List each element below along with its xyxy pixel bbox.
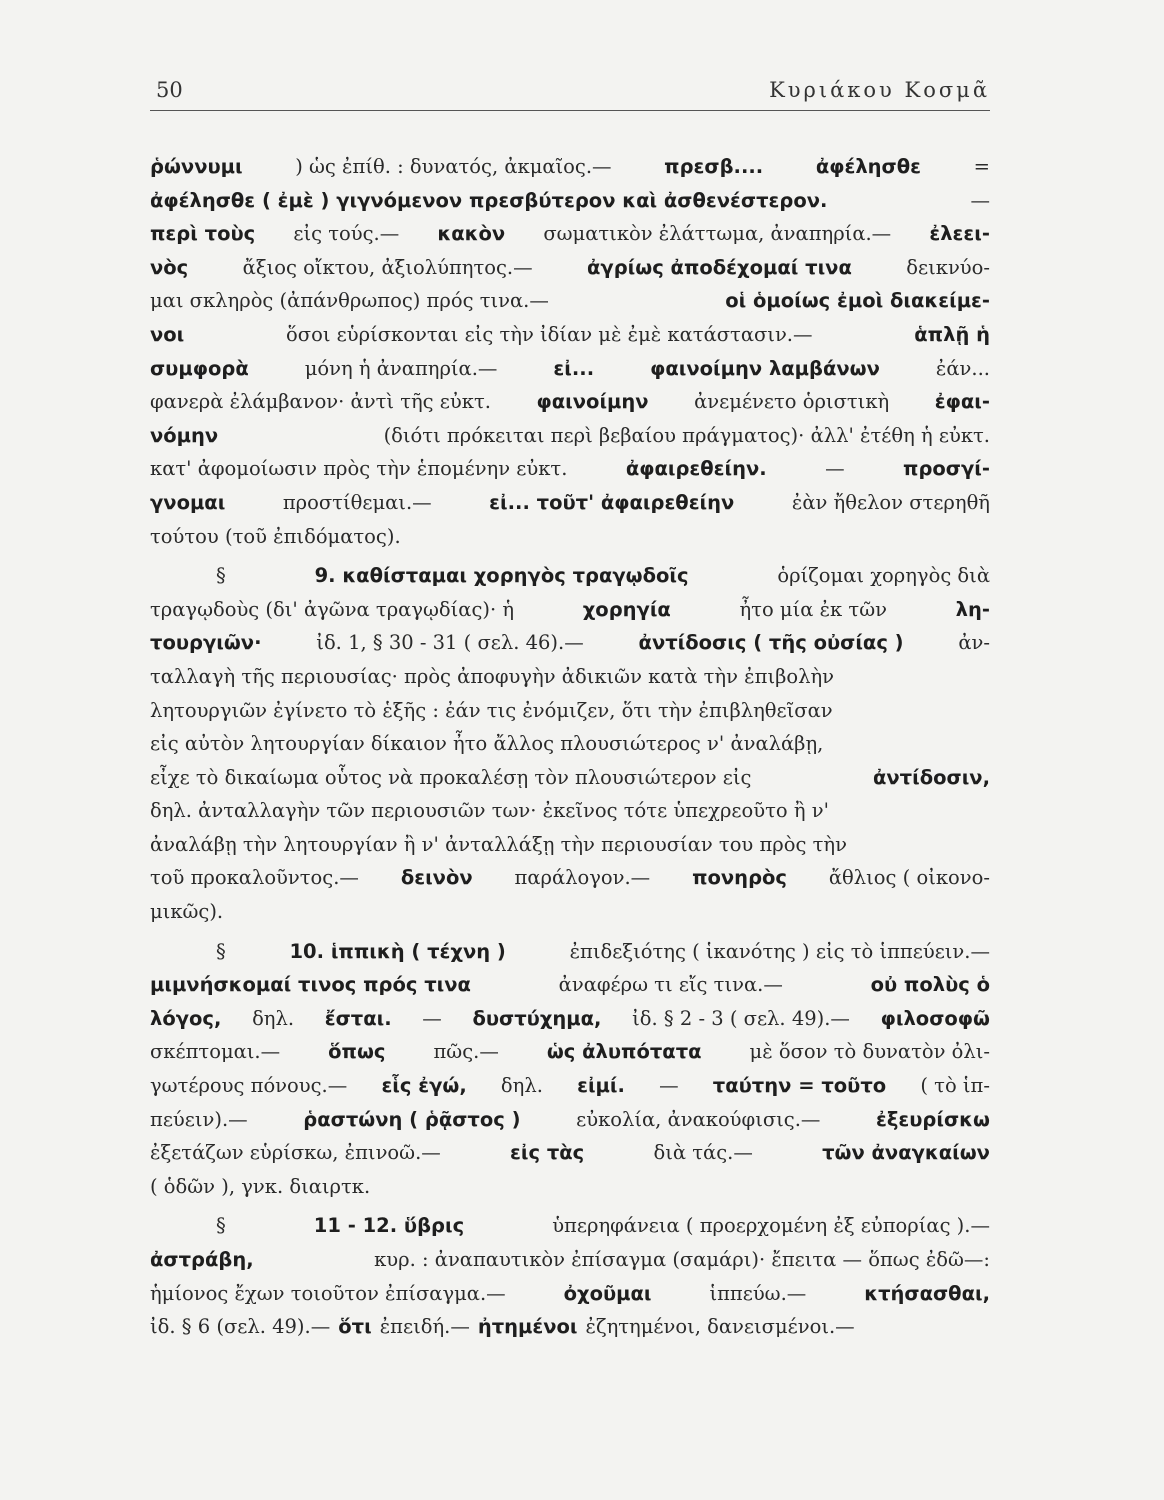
bold-lemma: δεινὸν (400, 866, 473, 890)
gloss-text: (διότι πρόκειται περὶ βεβαίου πράγματος)· ἀλλ' ἐτέθη ἡ εὐκτ. (383, 423, 990, 447)
gloss-text: § (216, 939, 226, 963)
gloss-text: ἡμίονος ἔχων τοιοῦτον ἐπίσαγμα.— (150, 1281, 506, 1305)
bold-lemma: ἔσται. (324, 1006, 392, 1030)
bold-lemma: πρεσβ.... (664, 155, 764, 178)
bold-lemma: κακὸν (437, 222, 506, 246)
text-line (150, 520, 990, 554)
text-line (150, 1277, 990, 1311)
bold-lemma: κτήσασθαι, (864, 1281, 990, 1305)
bold-lemma: φαινοίμην (536, 390, 649, 414)
gloss-text: δηλ. ἀνταλλαγὴν τῶν περιουσιῶν των· ἐκεῖνος τότε ὑπεχρεοῦτο ἢ ν' (150, 799, 829, 823)
gloss-text: τραγῳδοὺς (δι' ἀγῶνα τραγῳδίας)· ἡ (150, 597, 515, 621)
gloss-text: μὲ ὅσον τὸ δυνατὸν ὀλι- (749, 1040, 990, 1064)
bold-lemma: εἰμί. (577, 1074, 625, 1098)
gloss-text: ὑπερηφάνεια ( προερχομένη ἐξ εὐπορίας ).— (552, 1214, 990, 1238)
text-line (150, 318, 990, 352)
text-line (150, 1310, 990, 1344)
text-line (150, 761, 990, 795)
gloss-text: ἐὰν ἤθελον στερηθῆ (791, 490, 990, 514)
paragraph (150, 1209, 990, 1343)
text-line (150, 486, 990, 520)
bold-lemma: νόμην (150, 423, 219, 447)
text-line (150, 1035, 990, 1069)
bold-lemma: ὅπως (328, 1040, 386, 1064)
bold-lemma: ῥαστώνη ( ῥᾷστος ) (303, 1107, 521, 1131)
bold-lemma: φαινοίμην λαμβάνων (650, 356, 880, 380)
bold-lemma: ἐξευρίσκω (876, 1107, 990, 1131)
text-line (150, 559, 990, 593)
text-line (150, 626, 990, 660)
gloss-text: δεικνύο- (906, 255, 990, 279)
text-line (150, 1209, 990, 1243)
bold-lemma: συμφορὰ (150, 356, 249, 380)
gloss-text: ἱππεύω.— (709, 1281, 807, 1305)
gloss-text: § (216, 1214, 226, 1238)
text-line (150, 1136, 990, 1170)
gloss-text: — (970, 188, 990, 212)
bold-lemma: ἀγρίως ἀποδέχομαί τινα (587, 255, 852, 279)
bold-lemma: τῶν ἀναγκαίων (822, 1141, 990, 1165)
gloss-text: ἰδ. § 2 - 3 ( σελ. 49).— (632, 1006, 850, 1030)
bold-lemma: εἰ... (553, 356, 595, 380)
text-line (150, 1243, 990, 1277)
bold-lemma: πονηρὸς (692, 866, 787, 890)
gloss-text: δηλ. (500, 1074, 543, 1098)
gloss-text: ( ὁδῶν ), γνκ. διαιρτκ. (150, 1174, 371, 1198)
gloss-text: ὁρίζομαι χορηγὸς διὰ (777, 564, 990, 588)
gloss-text: φανερὰ ἐλάμβανον· ἀντὶ τῆς εὐκτ. (150, 390, 491, 414)
text-line (150, 935, 990, 969)
gloss-text: πῶς.— (433, 1040, 499, 1064)
gloss-text: ἄξιος οἴκτου, ἀξιολύπητος.— (242, 255, 533, 279)
gloss-text: ἐπιδεξιότης ( ἱκανότης ) εἰς τὸ ἱππεύειν.— (569, 939, 990, 963)
text-line (150, 828, 990, 862)
bold-lemma: προσγί- (903, 457, 990, 481)
bold-lemma: ἁπλῇ ἡ (914, 322, 990, 346)
running-title: Κυριάκου Κοσμᾶ (769, 78, 990, 102)
bold-lemma: 9. καθίσταμαι χορηγὸς τραγῳδοῖς (314, 564, 689, 588)
bold-lemma: 11 - 12. ὕβρις (313, 1214, 465, 1238)
bold-lemma: ἠτημένοι (477, 1315, 578, 1339)
gloss-text: ἰδ. 1, § 30 - 31 ( σελ. 46).— (316, 631, 584, 655)
gloss-text: — (825, 457, 845, 481)
gloss-text: ἦτο μία ἐκ τῶν (739, 597, 887, 621)
gloss-text: ὅσοι εὑρίσκονται εἰς τὴν ἰδίαν μὲ ἐμὲ κατάστασιν.— (286, 322, 813, 346)
gloss-text: σωματικὸν ἐλάττωμα, ἀναπηρία.— (543, 222, 892, 246)
text-line (150, 1170, 990, 1204)
text-line (150, 452, 990, 486)
gloss-text: γωτέρους πόνους.— (150, 1074, 348, 1098)
bold-lemma: ἀντίδοσιν, (873, 765, 990, 789)
text-line (150, 694, 990, 728)
gloss-text: διὰ τάς.— (653, 1141, 753, 1165)
gloss-text: ἀναφέρω τι εἴς τινα.— (558, 973, 783, 997)
gloss-text: εἰς τούς.— (293, 222, 400, 246)
bold-lemma: οἱ ὁμοίως ἐμοὶ διακείμε- (725, 289, 990, 313)
bold-lemma: οὐ πολὺς ὁ (870, 973, 990, 997)
gloss-text: εὐκολία, ἀνακούφισις.— (576, 1107, 821, 1131)
gloss-text: παράλογον.— (514, 866, 651, 890)
gloss-text: εἶχε τὸ δικαίωμα οὗτος νὰ προκαλέσῃ τὸν πλουσιώτερον εἰς (150, 765, 752, 789)
gloss-text: κυρ. : ἀναπαυτικὸν ἐπίσαγμα (σαμάρι)· ἔπειτα — ὅπως ἐδῶ—: (374, 1248, 990, 1271)
gloss-text: μικῶς). (150, 900, 224, 924)
gloss-text: ἄθλιος ( οἰκονο- (828, 866, 990, 890)
text-line (150, 1069, 990, 1103)
gloss-text: εἰς αὐτὸν λητουργίαν δίκαιον ἦτο ἄλλος πλουσιώτερος ν' ἀναλάβῃ, (150, 732, 824, 756)
text-line (150, 284, 990, 318)
gloss-text: προστίθεμαι.— (282, 490, 432, 514)
bold-lemma: ἀφέλησθε (815, 155, 921, 178)
text-line (150, 861, 990, 895)
gloss-text: ταλλαγὴ τῆς περιουσίας· πρὸς ἀποφυγὴν ἀδικιῶν κατὰ τὴν ἐπιβολὴν (150, 664, 835, 688)
bold-lemma: νὸς (150, 255, 189, 279)
bold-lemma: περὶ τοὺς (150, 222, 256, 246)
bold-lemma: ὅτι (338, 1315, 372, 1339)
bold-lemma: εἰ... τοῦτ' ἀφαιρεθείην (489, 490, 735, 514)
gloss-text: τοῦ προκαλοῦντος.— (150, 866, 359, 890)
paragraph (150, 935, 990, 1204)
bold-lemma: τουργιῶν· (150, 631, 262, 655)
text-line (150, 385, 990, 419)
gloss-text: πεύειν).— (150, 1107, 248, 1131)
bold-lemma: λη- (955, 597, 990, 621)
gloss-text: ἀνεμένετο ὁριστικὴ (694, 390, 890, 414)
bold-lemma: ἀφέλησθε ( ἐμὲ ) γιγνόμενον πρεσβύτερον καὶ ἀσθενέστερον. (150, 188, 828, 212)
text-line (150, 895, 990, 929)
gloss-text: — (659, 1074, 679, 1098)
paragraph (150, 150, 990, 553)
page-number: 50 (156, 78, 183, 102)
bold-lemma: εἷς ἐγώ, (381, 1074, 467, 1098)
gloss-text: μαι σκληρὸς (ἀπάνθρωπος) πρός τινα.— (150, 289, 549, 313)
text-line (150, 1103, 990, 1137)
gloss-text: ἀν- (958, 631, 990, 655)
bold-lemma: γνομαι (150, 490, 226, 514)
text-line (150, 727, 990, 761)
text-line (150, 968, 990, 1002)
bold-lemma: ταύτην = τοῦτο (712, 1074, 887, 1098)
text-line (150, 352, 990, 386)
gloss-text: μόνη ἡ ἀναπηρία.— (304, 356, 498, 380)
book-page (150, 70, 990, 1460)
bold-lemma: φιλοσοφῶ (880, 1006, 990, 1030)
gloss-text: ἰδ. § 6 (σελ. 49).— (150, 1315, 331, 1339)
text-line (150, 660, 990, 694)
bold-lemma: ἐλεει- (929, 222, 990, 246)
gloss-text: τούτου (τοῦ ἐπιδόματος). (150, 524, 401, 548)
text-line (150, 251, 990, 285)
bold-lemma: ἀντίδοσις ( τῆς οὐσίας ) (638, 631, 904, 655)
gloss-text: ἐζητημένοι, δανεισμένοι.— (585, 1315, 855, 1339)
gloss-text: δηλ. (252, 1006, 295, 1030)
gloss-text: σκέπτομαι.— (150, 1040, 281, 1064)
bold-lemma: 10. ἱππικὴ ( τέχνη ) (289, 939, 506, 963)
bold-lemma: χορηγία (582, 597, 671, 621)
text-line (150, 1002, 990, 1036)
gloss-text: ( τὸ ἱπ- (920, 1074, 990, 1098)
text-line (150, 184, 990, 218)
gloss-text: ἀναλάβῃ τὴν λητουργίαν ἢ ν' ἀνταλλάξῃ τὴν περιουσίαν του πρὸς τὴν (150, 832, 847, 856)
gloss-text: — (422, 1006, 442, 1030)
bold-lemma: δυστύχημα, (472, 1006, 602, 1030)
gloss-text: ἐπειδή.— (379, 1315, 470, 1339)
bold-lemma: εἰς τὰς (510, 1141, 585, 1165)
bold-lemma: νοι (150, 322, 185, 346)
text-line (150, 217, 990, 251)
bold-lemma: ἀφαιρεθείην. (625, 457, 767, 481)
bold-lemma: ἀστράβη, (150, 1248, 254, 1271)
page-header (150, 70, 990, 111)
commentary-text (150, 150, 990, 1344)
bold-lemma: ὡς ἀλυπότατα (546, 1040, 702, 1064)
bold-lemma: ῥώννυμι (150, 155, 243, 178)
text-line (150, 593, 990, 627)
bold-lemma: ἐφαι- (934, 390, 990, 414)
text-line (150, 150, 990, 184)
bold-lemma: λόγος, (150, 1006, 222, 1030)
gloss-text: ἐξετάζων εὑρίσκω, ἐπινοῶ.— (150, 1141, 441, 1165)
text-line (150, 419, 990, 453)
bold-lemma: μιμνήσκομαί τινος πρός τινα (150, 973, 471, 997)
paragraph (150, 559, 990, 929)
gloss-text: ) ὡς ἐπίθ. : δυνατός, ἀκμαῖος.— (295, 155, 612, 178)
gloss-text: ἐάν... (935, 356, 990, 380)
gloss-text: λητουργιῶν ἐγίνετο τὸ ἑξῆς : ἐάν τις ἐνόμιζεν, ὅτι τὴν ἐπιβληθεῖσαν (150, 698, 833, 722)
text-line (150, 794, 990, 828)
gloss-text: κατ' ἀφομοίωσιν πρὸς τὴν ἑπομένην εὐκτ. (150, 457, 568, 481)
gloss-text: § (216, 564, 226, 588)
gloss-text: = (973, 155, 990, 178)
bold-lemma: ὀχοῦμαι (563, 1281, 652, 1305)
